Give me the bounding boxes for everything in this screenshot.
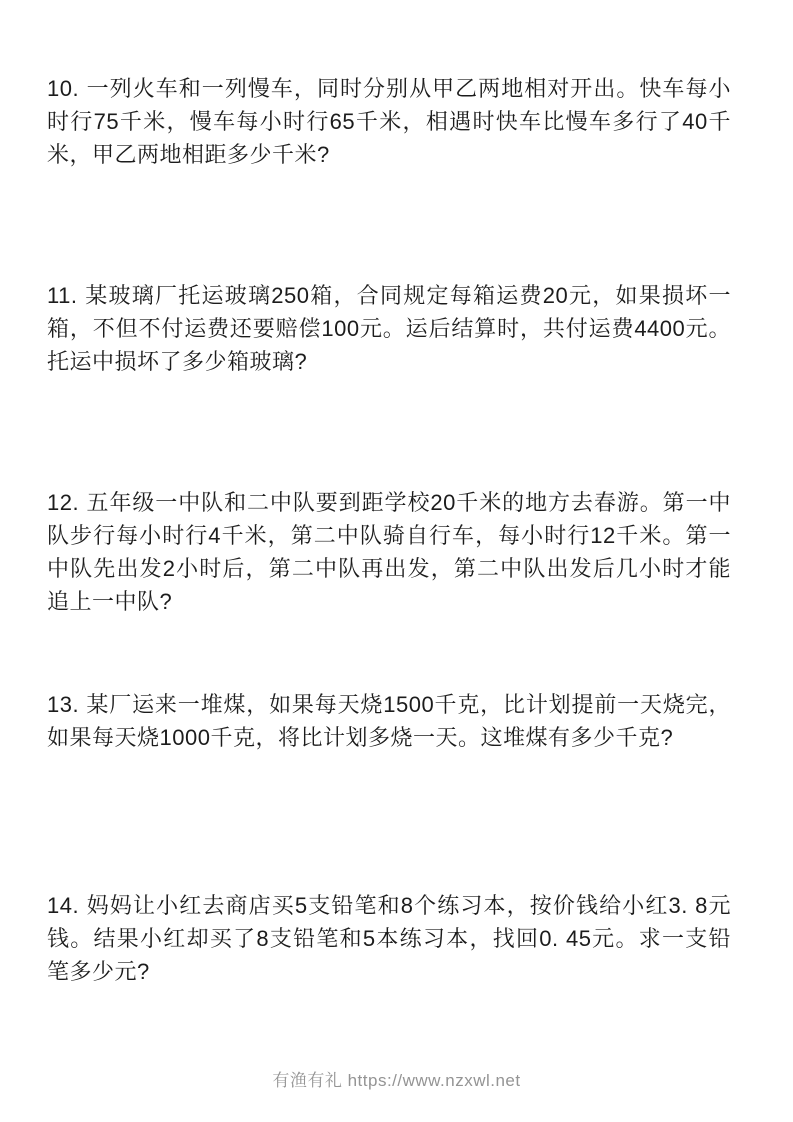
problem-text: 妈妈让小红去商店买5支铅笔和8个练习本，按价钱给小红3. 8元钱。结果小红却买了8支铅笔和5本练习本，找回0. 45元。求一支铅笔多少元? <box>47 893 731 984</box>
problem-number: 13. <box>47 692 80 717</box>
problem-item-13 <box>47 688 731 754</box>
problem-item-14 <box>47 889 731 988</box>
problem-text: 某玻璃厂托运玻璃250箱，合同规定每箱运费20元，如果损坏一箱，不但不付运费还要赔偿100元。运后结算时，共付运费4400元。托运中损坏了多少箱玻璃? <box>47 283 731 374</box>
problem-number: 12. <box>47 490 80 515</box>
problem-number: 14. <box>47 893 80 918</box>
problem-number: 10. <box>47 76 80 101</box>
footer-watermark: 有渔有礼 https://www.nzxwl.net <box>272 1071 521 1090</box>
problem-item-12 <box>47 486 731 618</box>
problem-number: 11. <box>47 283 78 308</box>
problem-text: 五年级一中队和二中队要到距学校20千米的地方去春游。第一中队步行每小时行4千米，第二中队骑自行车，每小时行12千米。第一中队先出发2小时后，第二中队再出发，第二中队出发后几小时才能追上一中队? <box>47 490 731 614</box>
problem-item-10 <box>47 72 731 171</box>
problem-text: 某厂运来一堆煤，如果每天烧1500千克，比计划提前一天烧完，如果每天烧1000千克，将比计划多烧一天。这堆煤有多少千克? <box>47 692 731 750</box>
problem-text: 一列火车和一列慢车，同时分别从甲乙两地相对开出。快车每小时行75千米，慢车每小时行65千米，相遇时快车比慢车多行了40千米，甲乙两地相距多少千米? <box>47 76 731 167</box>
problem-item-11 <box>47 279 731 378</box>
